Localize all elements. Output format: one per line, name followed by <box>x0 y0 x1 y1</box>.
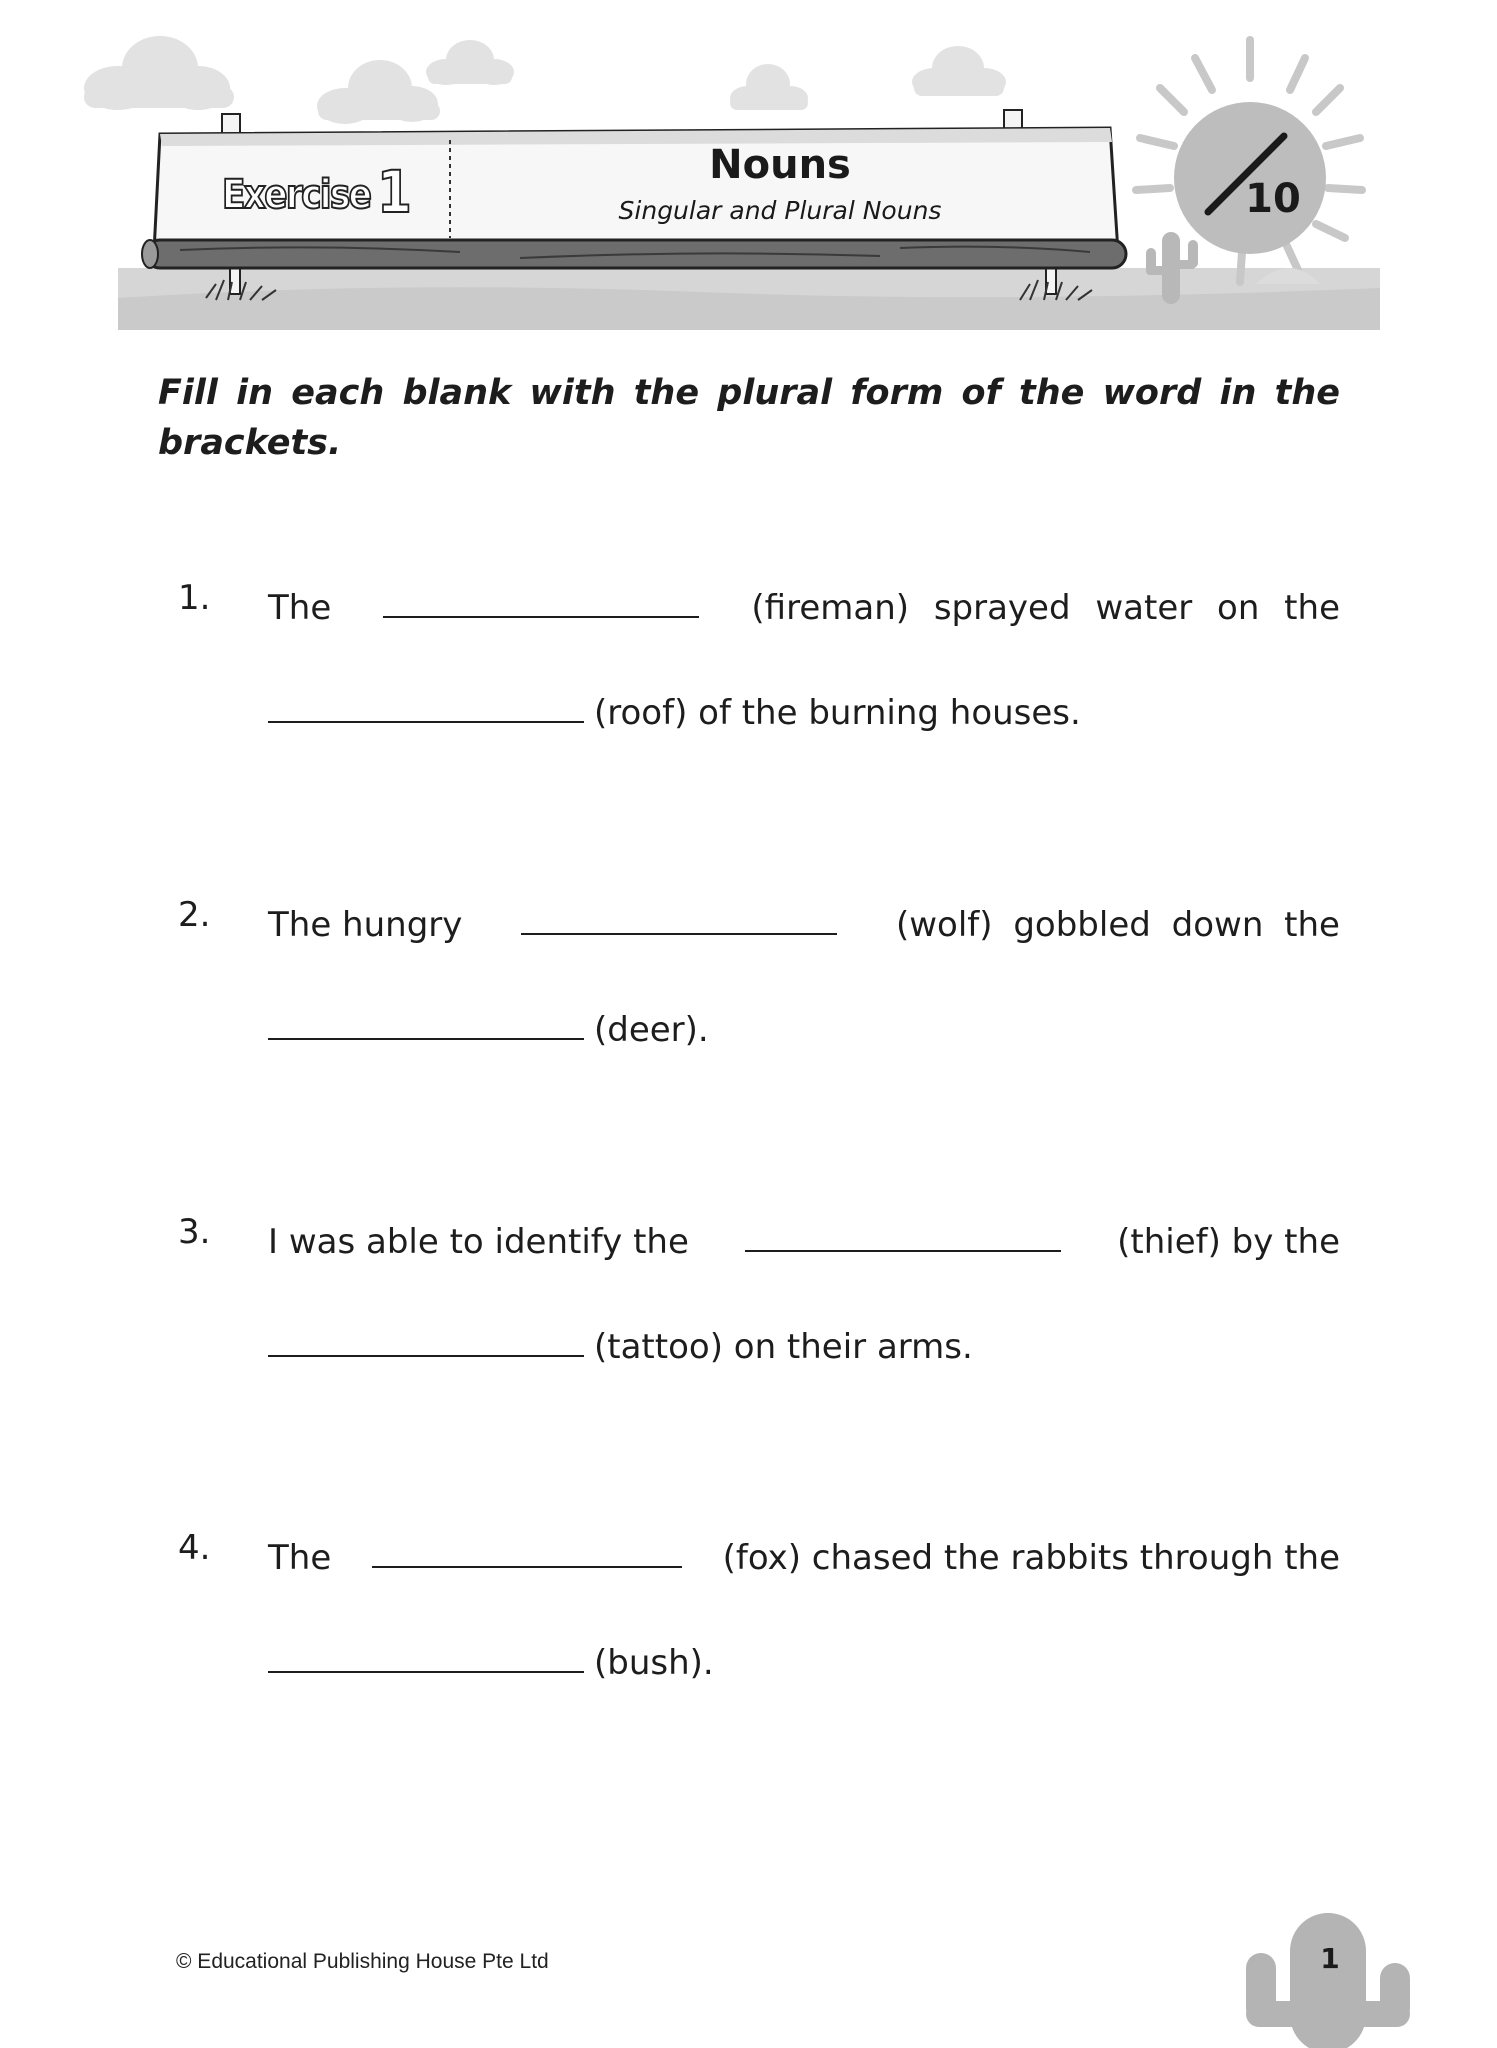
exercise-label <box>222 158 411 226</box>
exercise-word: Exercise <box>222 172 371 218</box>
question-line-1 <box>268 1212 1340 1262</box>
question-line-2 <box>268 1317 1340 1367</box>
question-number: 2. <box>178 895 211 935</box>
answer-blank-4b[interactable] <box>268 1671 584 1673</box>
question-text-before: The <box>268 588 332 628</box>
page-number: 1 <box>1320 1942 1340 1975</box>
question-text-after: (deer). <box>594 1010 709 1050</box>
answer-blank-1a[interactable] <box>383 616 699 618</box>
page-subtitle: Singular and Plural Nouns <box>618 196 942 225</box>
cloud-icon <box>317 40 514 124</box>
question-number: 3. <box>178 1212 211 1252</box>
question-text-after: (roof) of the burning houses. <box>594 693 1081 733</box>
question-text-before: The hungry <box>268 905 463 945</box>
answer-blank-2a[interactable] <box>521 933 837 935</box>
answer-blank-3b[interactable] <box>268 1355 584 1357</box>
question-number: 4. <box>178 1528 211 1568</box>
question-text-after: (thief) by the <box>1117 1222 1340 1262</box>
question-text-after: (tattoo) on their arms. <box>594 1327 973 1367</box>
question-line-1 <box>268 578 1340 628</box>
question-text-before: I was able to identify the <box>268 1222 689 1262</box>
question-line-1 <box>268 1528 1340 1578</box>
question-line-1 <box>268 895 1340 945</box>
question-line-2 <box>268 683 1340 733</box>
score-total: 10 <box>1245 176 1301 222</box>
cloud-icon <box>84 36 234 110</box>
cloud-icon <box>730 46 1006 110</box>
answer-blank-1b[interactable] <box>268 721 584 723</box>
question-text-before: The <box>268 1538 332 1578</box>
question-text-after: (fox) chased the rabbits through the <box>722 1538 1340 1578</box>
page-title: Nouns <box>709 142 851 188</box>
question-text-after: (wolf) gobbled down the <box>895 905 1340 945</box>
copyright-notice: © Educational Publishing House Pte Ltd <box>176 1950 549 1973</box>
question-text-after: (bush). <box>594 1643 714 1683</box>
question-text-after: (fireman) sprayed water on the <box>751 588 1340 628</box>
question-line-2 <box>268 1633 1340 1683</box>
instruction-text: Fill in each blank with the plural form of the word in the brackets. <box>158 373 1340 463</box>
question-line-2 <box>268 1000 1340 1050</box>
answer-blank-2b[interactable] <box>268 1038 584 1040</box>
answer-blank-3a[interactable] <box>745 1250 1061 1252</box>
question-number: 1. <box>178 578 211 618</box>
cactus-icon <box>1238 1905 1418 2048</box>
exercise-number: 1 <box>377 158 411 226</box>
answer-blank-4a[interactable] <box>372 1566 682 1568</box>
